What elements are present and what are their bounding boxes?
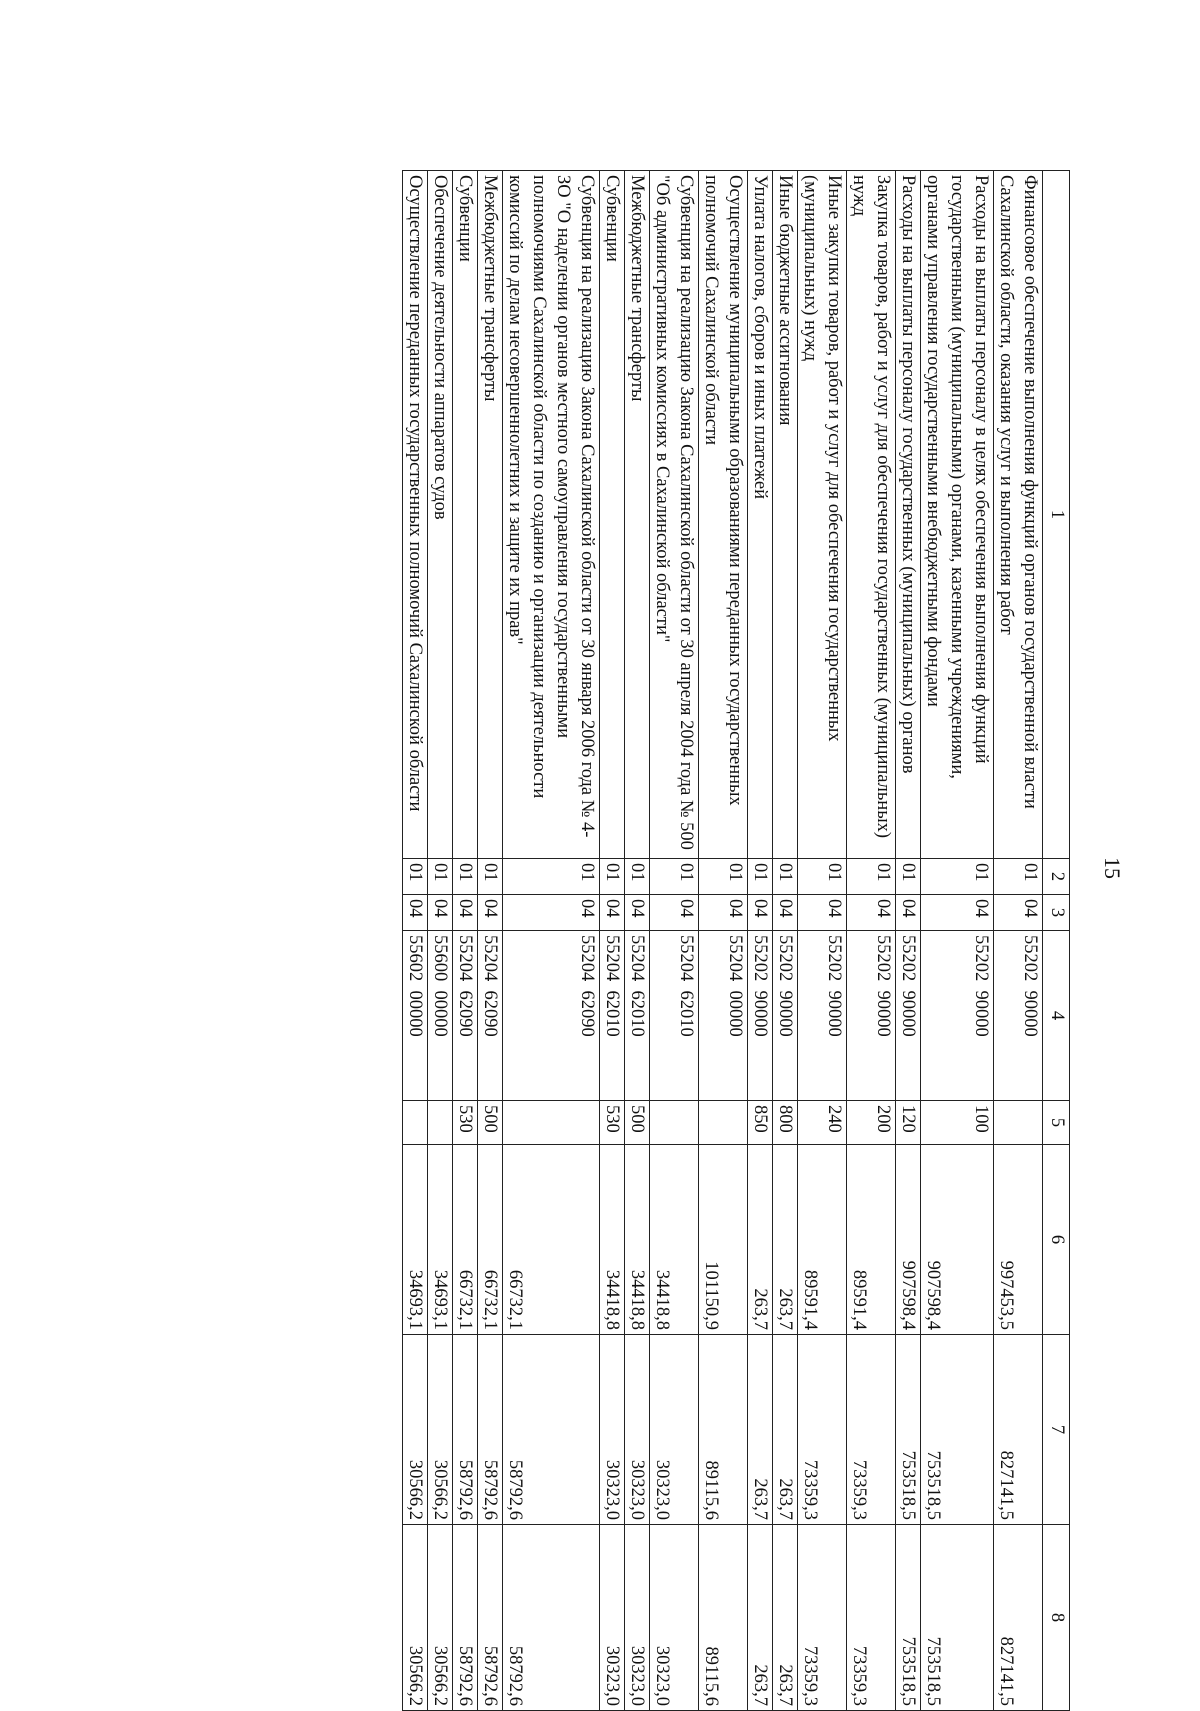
amount-col8-cell: 30566,2 <box>403 1525 428 1711</box>
amount-col6-cell: 66732,1 <box>478 1145 503 1335</box>
row-name-cell: Субвенция на реализацию Закона Сахалинской области от 30 апреля 2004 года № 500 "Об административных комиссиях в Сахалинской области" <box>650 171 699 859</box>
amount-col6-cell: 66732,1 <box>453 1145 478 1335</box>
program-code-cell: 55202 90000 <box>994 931 1043 1101</box>
subsection-code-cell: 04 <box>478 895 503 931</box>
section-code-cell: 01 <box>699 859 748 895</box>
program-code-cell: 55204 62090 <box>453 931 478 1101</box>
column-number-row <box>1043 171 1070 1711</box>
column-header: 1 <box>1043 171 1070 859</box>
section-code-cell: 01 <box>403 859 428 895</box>
row-name-cell: Расходы на выплаты персоналу в целях обеспечения выполнения функций государственными (муниципальными) органами, казенными учреждениями, органами управления государственными внебюджетными фондами <box>921 171 994 859</box>
amount-col7-cell: 30566,2 <box>428 1335 453 1525</box>
row-name-cell: Иные бюджетные ассигнования <box>773 171 798 859</box>
subsection-code-cell: 04 <box>896 895 921 931</box>
expense-type-cell <box>403 1101 428 1145</box>
expense-type-cell: 800 <box>773 1101 798 1145</box>
table-row <box>503 171 600 1711</box>
section-code-cell: 01 <box>478 859 503 895</box>
amount-col8-cell: 58792,6 <box>503 1525 600 1711</box>
amount-col6-cell: 907598,4 <box>896 1145 921 1335</box>
amount-col7-cell: 73359,3 <box>798 1335 847 1525</box>
amount-col6-cell: 101150,9 <box>699 1145 748 1335</box>
amount-col8-cell: 827141,5 <box>994 1525 1043 1711</box>
section-code-cell: 01 <box>428 859 453 895</box>
column-header: 8 <box>1043 1525 1070 1711</box>
program-code-cell: 55202 90000 <box>896 931 921 1101</box>
subsection-code-cell: 04 <box>798 895 847 931</box>
table-row <box>453 171 478 1711</box>
program-code-cell: 55204 62010 <box>600 931 625 1101</box>
program-code-cell: 55202 90000 <box>773 931 798 1101</box>
expense-type-cell <box>994 1101 1043 1145</box>
section-code-cell: 01 <box>503 859 600 895</box>
amount-col7-cell: 30323,0 <box>650 1335 699 1525</box>
subsection-code-cell: 04 <box>503 895 600 931</box>
program-code-cell: 55204 62010 <box>625 931 650 1101</box>
expense-type-cell <box>503 1101 600 1145</box>
row-name-cell: Закупка товаров, работ и услуг для обеспечения государственных (муниципальных) нужд <box>847 171 896 859</box>
amount-col6-cell: 34418,8 <box>650 1145 699 1335</box>
program-code-cell: 55202 90000 <box>921 931 994 1101</box>
amount-col7-cell: 30323,0 <box>625 1335 650 1525</box>
amount-col8-cell: 263,7 <box>773 1525 798 1711</box>
program-code-cell: 55204 62010 <box>650 931 699 1101</box>
row-name-cell: Иные закупки товаров, работ и услуг для обеспечения государственных (муниципальных) нужд <box>798 171 847 859</box>
row-name-cell: Расходы на выплаты персоналу государственных (муниципальных) органов <box>896 171 921 859</box>
expense-type-cell: 500 <box>625 1101 650 1145</box>
amount-col6-cell: 34693,1 <box>403 1145 428 1335</box>
column-header: 5 <box>1043 1101 1070 1145</box>
table-row <box>994 171 1043 1711</box>
expense-type-cell: 120 <box>896 1101 921 1145</box>
row-name-cell: Субвенции <box>600 171 625 859</box>
amount-col8-cell: 73359,3 <box>847 1525 896 1711</box>
amount-col6-cell: 263,7 <box>773 1145 798 1335</box>
subsection-code-cell: 04 <box>994 895 1043 931</box>
amount-col8-cell: 89115,6 <box>699 1525 748 1711</box>
amount-col7-cell: 58792,6 <box>503 1335 600 1525</box>
subsection-code-cell: 04 <box>625 895 650 931</box>
section-code-cell: 01 <box>896 859 921 895</box>
amount-col7-cell: 30566,2 <box>403 1335 428 1525</box>
expense-type-cell: 100 <box>921 1101 994 1145</box>
table-row <box>600 171 625 1711</box>
subsection-code-cell: 04 <box>403 895 428 931</box>
amount-col6-cell: 997453,5 <box>994 1145 1043 1335</box>
program-code-cell: 55602 00000 <box>403 931 428 1101</box>
amount-col6-cell: 34693,1 <box>428 1145 453 1335</box>
amount-col8-cell: 30323,0 <box>625 1525 650 1711</box>
rotated-table-container <box>110 170 1070 1710</box>
amount-col8-cell: 73359,3 <box>798 1525 847 1711</box>
expense-type-cell: 200 <box>847 1101 896 1145</box>
section-code-cell: 01 <box>921 859 994 895</box>
expense-type-cell <box>699 1101 748 1145</box>
program-code-cell: 55204 62090 <box>503 931 600 1101</box>
section-code-cell: 01 <box>773 859 798 895</box>
amount-col7-cell: 263,7 <box>773 1335 798 1525</box>
subsection-code-cell: 04 <box>600 895 625 931</box>
table-row <box>896 171 921 1711</box>
row-name-cell: Финансовое обеспечение выполнения функций органов государственной власти Сахалинской области, оказания услуг и выполнения работ <box>994 171 1043 859</box>
amount-col8-cell: 753518,5 <box>921 1525 994 1711</box>
program-code-cell: 55204 00000 <box>699 931 748 1101</box>
amount-col6-cell: 263,7 <box>748 1145 773 1335</box>
expense-type-cell: 530 <box>453 1101 478 1145</box>
table-row <box>699 171 748 1711</box>
table-row <box>748 171 773 1711</box>
amount-col8-cell: 263,7 <box>748 1525 773 1711</box>
amount-col8-cell: 58792,6 <box>453 1525 478 1711</box>
table-row <box>625 171 650 1711</box>
section-code-cell: 01 <box>847 859 896 895</box>
amount-col7-cell: 58792,6 <box>453 1335 478 1525</box>
amount-col7-cell: 753518,5 <box>921 1335 994 1525</box>
expense-type-cell <box>428 1101 453 1145</box>
amount-col7-cell: 263,7 <box>748 1335 773 1525</box>
amount-col7-cell: 827141,5 <box>994 1335 1043 1525</box>
table-body <box>403 171 1043 1711</box>
row-name-cell: Межбюджетные трансферты <box>625 171 650 859</box>
amount-col8-cell: 30323,0 <box>650 1525 699 1711</box>
section-code-cell: 01 <box>453 859 478 895</box>
amount-col8-cell: 753518,5 <box>896 1525 921 1711</box>
amount-col8-cell: 30566,2 <box>428 1525 453 1711</box>
amount-col8-cell: 58792,6 <box>478 1525 503 1711</box>
table-row <box>847 171 896 1711</box>
section-code-cell: 01 <box>994 859 1043 895</box>
amount-col6-cell: 66732,1 <box>503 1145 600 1335</box>
program-code-cell: 55600 00000 <box>428 931 453 1101</box>
program-code-cell: 55202 90000 <box>847 931 896 1101</box>
amount-col7-cell: 73359,3 <box>847 1335 896 1525</box>
subsection-code-cell: 04 <box>921 895 994 931</box>
table-row <box>921 171 994 1711</box>
amount-col7-cell: 89115,6 <box>699 1335 748 1525</box>
program-code-cell: 55202 90000 <box>748 931 773 1101</box>
subsection-code-cell: 04 <box>453 895 478 931</box>
column-header: 6 <box>1043 1145 1070 1335</box>
section-code-cell: 01 <box>748 859 773 895</box>
row-name-cell: Субвенции <box>453 171 478 859</box>
section-code-cell: 01 <box>798 859 847 895</box>
column-header: 7 <box>1043 1335 1070 1525</box>
row-name-cell: Субвенция на реализацию Закона Сахалинской области от 30 января 2006 года № 4-ЗО "О наделении органов местного самоуправления государственными полномочиями Сахалинской области по созданию и организации деятельности комиссий по делам несовершеннолетних и защите их прав" <box>503 171 600 859</box>
row-name-cell: Уплата налогов, сборов и иных платежей <box>748 171 773 859</box>
subsection-code-cell: 04 <box>773 895 798 931</box>
amount-col7-cell: 753518,5 <box>896 1335 921 1525</box>
page-number: 15 <box>1100 857 1125 879</box>
amount-col6-cell: 34418,8 <box>600 1145 625 1335</box>
row-name-cell: Межбюджетные трансферты <box>478 171 503 859</box>
program-code-cell: 55202 90000 <box>798 931 847 1101</box>
table-row <box>650 171 699 1711</box>
amount-col8-cell: 30323,0 <box>600 1525 625 1711</box>
table-row <box>478 171 503 1711</box>
section-code-cell: 01 <box>600 859 625 895</box>
program-code-cell: 55204 62090 <box>478 931 503 1101</box>
table-row <box>773 171 798 1711</box>
expense-type-cell: 530 <box>600 1101 625 1145</box>
amount-col6-cell: 89591,4 <box>847 1145 896 1335</box>
amount-col6-cell: 34418,8 <box>625 1145 650 1335</box>
budget-table <box>402 170 1070 1711</box>
amount-col7-cell: 30323,0 <box>600 1335 625 1525</box>
amount-col7-cell: 58792,6 <box>478 1335 503 1525</box>
subsection-code-cell: 04 <box>650 895 699 931</box>
row-name-cell: Обеспечение деятельности аппаратов судов <box>428 171 453 859</box>
table-row <box>403 171 428 1711</box>
section-code-cell: 01 <box>625 859 650 895</box>
expense-type-cell: 500 <box>478 1101 503 1145</box>
amount-col6-cell: 89591,4 <box>798 1145 847 1335</box>
section-code-cell: 01 <box>650 859 699 895</box>
column-header: 2 <box>1043 859 1070 895</box>
subsection-code-cell: 04 <box>748 895 773 931</box>
row-name-cell: Осуществление муниципальными образованиями переданных государственных полномочий Сахалинской области <box>699 171 748 859</box>
subsection-code-cell: 04 <box>699 895 748 931</box>
expense-type-cell: 240 <box>798 1101 847 1145</box>
row-name-cell: Осуществление переданных государственных полномочий Сахалинской области <box>403 171 428 859</box>
table-row <box>428 171 453 1711</box>
expense-type-cell <box>650 1101 699 1145</box>
table-row <box>798 171 847 1711</box>
subsection-code-cell: 04 <box>847 895 896 931</box>
column-header: 3 <box>1043 895 1070 931</box>
expense-type-cell: 850 <box>748 1101 773 1145</box>
amount-col6-cell: 907598,4 <box>921 1145 994 1335</box>
subsection-code-cell: 04 <box>428 895 453 931</box>
column-header: 4 <box>1043 931 1070 1101</box>
